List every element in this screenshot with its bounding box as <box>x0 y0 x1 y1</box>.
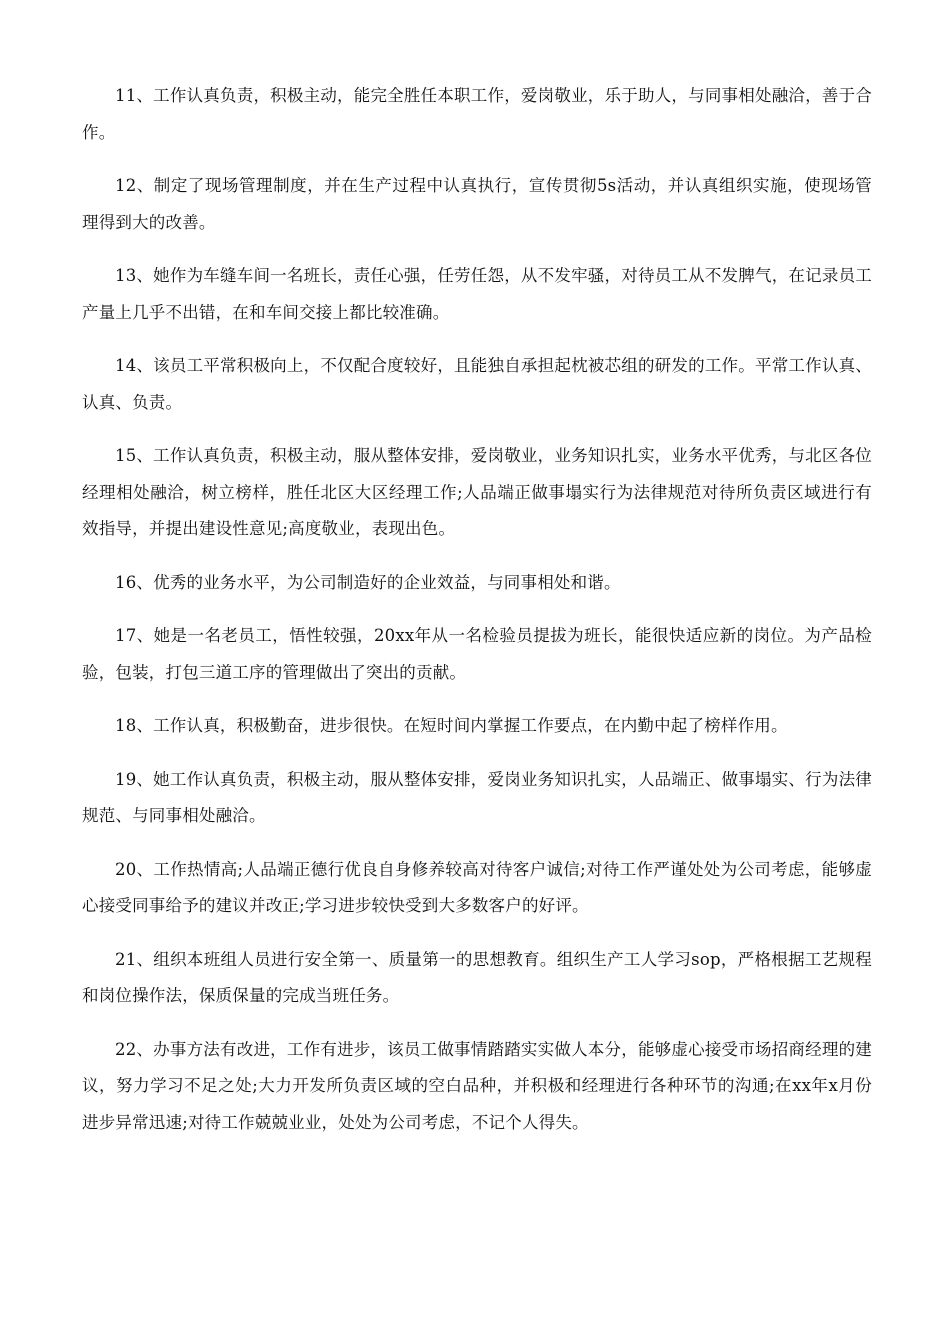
paragraph-17: 17、她是一名老员工，悟性较强，20xx年从一名检验员提拔为班长，能很快适应新的岗位。为产品检验，包装，打包三道工序的管理做出了突出的贡献。 <box>82 626 872 682</box>
paragraph-11: 11、工作认真负责，积极主动，能完全胜任本职工作，爱岗敬业，乐于助人，与同事相处融洽，善于合作。 <box>82 86 872 142</box>
paragraph-21: 21、组织本班组人员进行安全第一、质量第一的思想教育。组织生产工人学习sop，严格根据工艺规程和岗位操作法，保质保量的完成当班任务。 <box>82 949 872 1005</box>
document-body <box>82 78 872 1158</box>
paragraph-18: 18、工作认真，积极勤奋，进步很快。在短时间内掌握工作要点，在内勤中起了榜样作用。 <box>115 716 788 735</box>
paragraph-22: 22、办事方法有改进，工作有进步，该员工做事情踏踏实实做人本分，能够虚心接受市场招商经理的建议，努力学习不足之处;大力开发所负责区域的空白品种，并积极和经理进行各种环节的沟通;在xx年x月份进步异常迅速;对待工作兢兢业业，处处为公司考虑，不记个人得失。 <box>82 1039 872 1132</box>
paragraph-14: 14、该员工平常积极向上，不仅配合度较好，且能独自承担起枕被芯组的研发的工作。平常工作认真、认真、负责。 <box>82 356 872 412</box>
paragraph-12: 12、制定了现场管理制度，并在生产过程中认真执行，宣传贯彻5s活动，并认真组织实施，使现场管理得到大的改善。 <box>82 176 872 232</box>
paragraph-16: 16、优秀的业务水平，为公司制造好的企业效益，与同事相处和谐。 <box>115 572 621 592</box>
paragraph-20: 20、工作热情高;人品端正德行优良自身修养较高对待客户诚信;对待工作严谨处处为公司考虑，能够虚心接受同事给予的建议并改正;学习进步较快受到大多数客户的好评。 <box>82 859 872 915</box>
paragraph-19: 19、她工作认真负责，积极主动，服从整体安排，爱岗业务知识扎实，人品端正、做事塌实、行为法律规范、与同事相处融洽。 <box>82 769 872 825</box>
paragraph-15: 15、工作认真负责，积极主动，服从整体安排，爱岗敬业，业务知识扎实，业务水平优秀，与北区各位经理相处融洽，树立榜样，胜任北区大区经理工作;人品端正做事塌实行为法律规范对待所负责区域进行有效指导，并提出建设性意见;高度敬业，表现出色。 <box>82 446 872 538</box>
paragraph-13: 13、她作为车缝车间一名班长，责任心强，任劳任怨，从不发牢骚，对待员工从不发脾气，在记录员工产量上几乎不出错，在和车间交接上都比较准确。 <box>82 266 872 322</box>
